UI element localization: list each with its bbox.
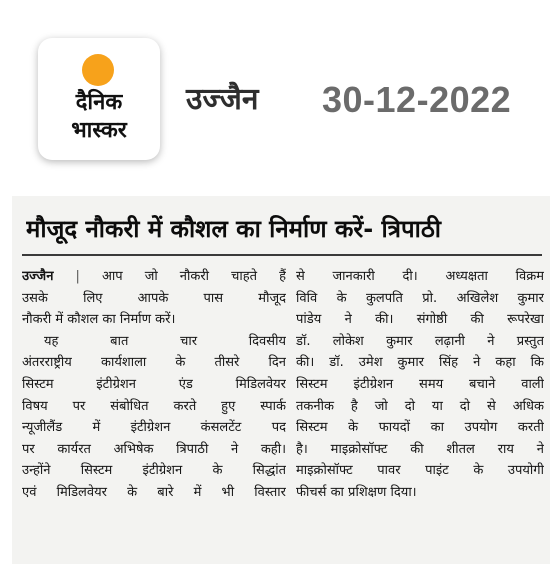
article-line: पर कार्यरत अभिषेक त्रिपाठी ने कही। [22, 441, 286, 457]
article-line: नौकरी में कौशल का निर्माण करें। [22, 312, 176, 328]
article-line: की। डॉ. उमेश कुमार सिंह ने कहा कि [296, 355, 544, 371]
logo-text-line2: भास्कर [71, 118, 127, 143]
article-dateline: उज्जैन [22, 269, 54, 284]
article-line: है। माइक्रोसॉफ्ट की शीतल राय ने [296, 441, 544, 457]
headline-rule [22, 254, 542, 256]
article-line [22, 266, 286, 288]
article-line: सिस्टम इंटीग्रेशन एंड मिडिलवेयर [22, 376, 286, 392]
article-headline: मौजूद नौकरी में कौशल का निर्माण करें- त्रिपाठी [26, 215, 441, 243]
article-line: माइक्रोसॉफ्ट पावर पाइंट के उपयोगी [296, 463, 544, 479]
news-clipping [12, 196, 550, 564]
article-column-left [22, 266, 286, 504]
dateline-separator: | [75, 269, 80, 284]
header-city: उज्जैन [186, 82, 259, 117]
header-date: 30-12-2022 [322, 79, 512, 120]
article-line: से जानकारी दी। अध्यक्षता विक्रम [296, 269, 544, 284]
article-line: विवि के कुलपति प्रो. अखिलेश कुमार [296, 290, 544, 306]
dainik-bhaskar-logo [38, 38, 160, 160]
article-line: फीचर्स का प्रशिक्षण दिया। [296, 484, 417, 500]
article-line: उसके लिए आपके पास मौजूद [22, 290, 286, 306]
article-line: एवं मिडिलवेयर के बारे में भी विस्तार [22, 484, 286, 500]
article-line: उन्होंने सिस्टम इंटीग्रेशन के सिद्धांत [22, 463, 286, 479]
article-line: यह बात चार दिवसीय [44, 333, 286, 349]
article-line: डॉ. लोकेश कुमार लढ़ानी ने प्रस्तुत [296, 333, 544, 349]
article-line: पांडेय ने की। संगोष्ठी की रूपरेखा [296, 312, 544, 328]
article-line: सिस्टम के फायदों का उपयोग करती [296, 420, 544, 436]
article-column-right [296, 266, 544, 504]
article-line-text: आप जो नौकरी चाहते हैं [101, 269, 286, 284]
article-line: अंतरराष्ट्रीय कार्यशाला के तीसरे दिन [22, 355, 286, 371]
article-line: सिस्टम इंटीग्रेशन समय बचाने वाली [296, 376, 544, 392]
article-line: तकनीक है जो दो या दो से अधिक [296, 398, 544, 414]
sun-icon [82, 54, 114, 86]
article-line: न्यूजीलैंड में इंटीग्रेशन कंसलटेंट पद [22, 420, 286, 436]
logo-text-line1: दैनिक [75, 90, 123, 115]
article-line: विषय पर संबोधित करते हुए स्पार्क [22, 398, 286, 414]
